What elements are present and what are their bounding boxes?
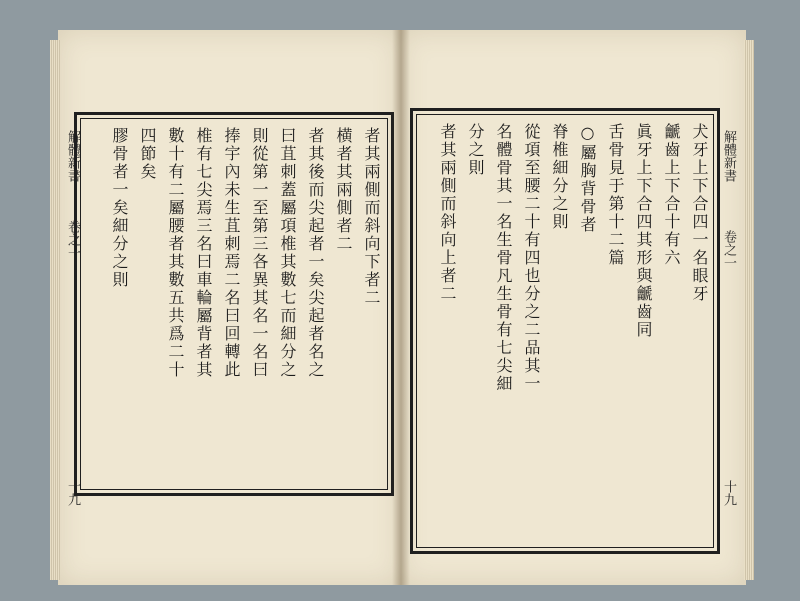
left-margin-volume: 卷之一 — [65, 220, 80, 259]
right-folio: 十九 — [721, 480, 736, 506]
text-column: 四節矣 — [138, 127, 157, 181]
right-text-frame — [410, 108, 720, 554]
book-gutter — [392, 30, 410, 585]
text-column: 舌骨見于第十二篇 — [606, 123, 625, 267]
text-column: 者其兩側而斜向上者二 — [438, 123, 457, 303]
left-text-frame — [74, 112, 394, 496]
text-column: 分之則 — [466, 123, 485, 177]
text-column: 數十有二屬腰者其數五共爲二十 — [166, 127, 185, 379]
left-page — [58, 30, 400, 585]
left-margin-title: 解體新書 — [65, 130, 80, 182]
text-column: 從項至腰二十有四也分之二品其一 — [522, 123, 541, 393]
text-column: 膠骨者一矣細分之則 — [110, 127, 129, 289]
text-column: 曰苴刺蓋屬項椎其數七而細分之 — [278, 127, 297, 379]
text-column: 者其兩側而斜向下者二 — [362, 127, 381, 307]
right-page — [400, 30, 746, 585]
text-column: 眞牙上下合四其形與䶵齒同 — [634, 123, 653, 339]
right-margin-title: 解體新書 — [721, 130, 736, 182]
right-margin-volume: 卷之一 — [721, 230, 736, 269]
text-column: 捧宇內未生苴刺焉二名曰回轉此 — [222, 127, 241, 379]
text-column: 横者其兩側者二 — [334, 127, 353, 253]
text-column: 則從第一至第三各異其名一名曰 — [250, 127, 269, 379]
text-column: 者其後而尖起者一矣尖起者名之 — [306, 127, 325, 379]
text-column: 名體骨其一名生骨凡生骨有七尖細 — [494, 123, 513, 393]
left-folio: 十九 — [65, 480, 80, 506]
page-edges-left — [50, 40, 60, 580]
page-edges-right — [744, 40, 754, 580]
text-column: 犬牙上下合四一名眼牙 — [690, 123, 709, 303]
text-column: 脊椎細分之則 — [550, 123, 569, 231]
text-column: ○屬胸背骨者 — [578, 123, 597, 234]
open-book — [58, 30, 746, 585]
text-column: 椎有七尖焉三名曰車輪屬背者其 — [194, 127, 213, 379]
text-column: 䶵齒上下合十有六 — [662, 123, 681, 267]
